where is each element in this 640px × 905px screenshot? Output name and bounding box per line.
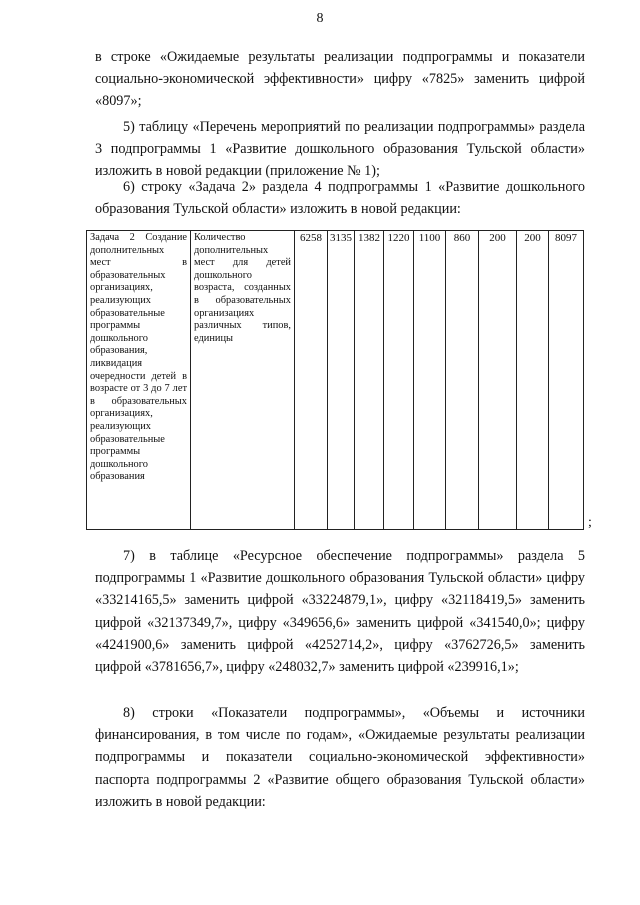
task-cell: Задача 2 Создание дополнительных мест в образовательных организациях, реализующих образовательные программы дошкольного образования, ликвидация очередности детей в возрасте от 3 до 7 лет в образовательных организациях, реализующих образовательные программы дошкольного образования <box>87 231 191 530</box>
value-cell: 6258 <box>295 231 328 530</box>
trailing-semicolon: ; <box>588 515 592 530</box>
paragraph-4: 7) в таблице «Ресурсное обеспечение подпрограммы» раздела 5 подпрограммы 1 «Развитие дошкольного образования Тульской области» цифру «33214165,5» заменить цифрой «33224879,1», цифру «32118419,5» заменить цифрой «32137349,7», цифру «349656,6» заменить цифрой «341540,0»; цифру «4241900,6» заменить цифрой «4252714,2», цифру «3762726,5» заменить цифрой «3781656,7», цифру «248032,7» заменить цифрой «239916,1»; <box>95 548 585 676</box>
value-cell: 3135 <box>328 231 355 530</box>
value-cell: 200 <box>517 231 549 530</box>
paragraph-5: 8) строки «Показатели подпрограммы», «Объемы и источники финансирования, в том числе по годам», «Ожидаемые результаты реализации подпрограммы и показатели социально-экономической эффективности» паспорта подпрограммы 2 «Развитие общего образования Тульской области» изложить в новой редакции: <box>95 705 585 810</box>
value-cell: 200 <box>479 231 517 530</box>
paragraph-1: в строке «Ожидаемые результаты реализации подпрограммы и показатели социально-экономической эффективности» цифру «7825» заменить цифрой «8097»; <box>95 49 585 110</box>
value-cell: 860 <box>446 231 479 530</box>
page-number: 8 <box>316 11 324 26</box>
paragraph-3: 6) строку «Задача 2» раздела 4 подпрограммы 1 «Развитие дошкольного образования Тульской области» изложить в новой редакции: <box>95 179 585 218</box>
table-row <box>87 231 584 530</box>
indicator-cell: Количество дополнительных мест для детей дошкольного возраста, созданных в образовательных организациях различных типов, единицы <box>191 231 295 530</box>
paragraph-2: 5) таблицу «Перечень мероприятий по реализации подпрограммы» раздела 3 подпрограммы 1 «Развитие дошкольного образования Тульской области» изложить в новой редакции (приложение № 1); <box>95 119 585 180</box>
value-cell: 1382 <box>355 231 384 530</box>
value-cell: 8097 <box>549 231 584 530</box>
task-2-table <box>86 230 584 530</box>
value-cell: 1100 <box>414 231 446 530</box>
value-cell: 1220 <box>384 231 414 530</box>
